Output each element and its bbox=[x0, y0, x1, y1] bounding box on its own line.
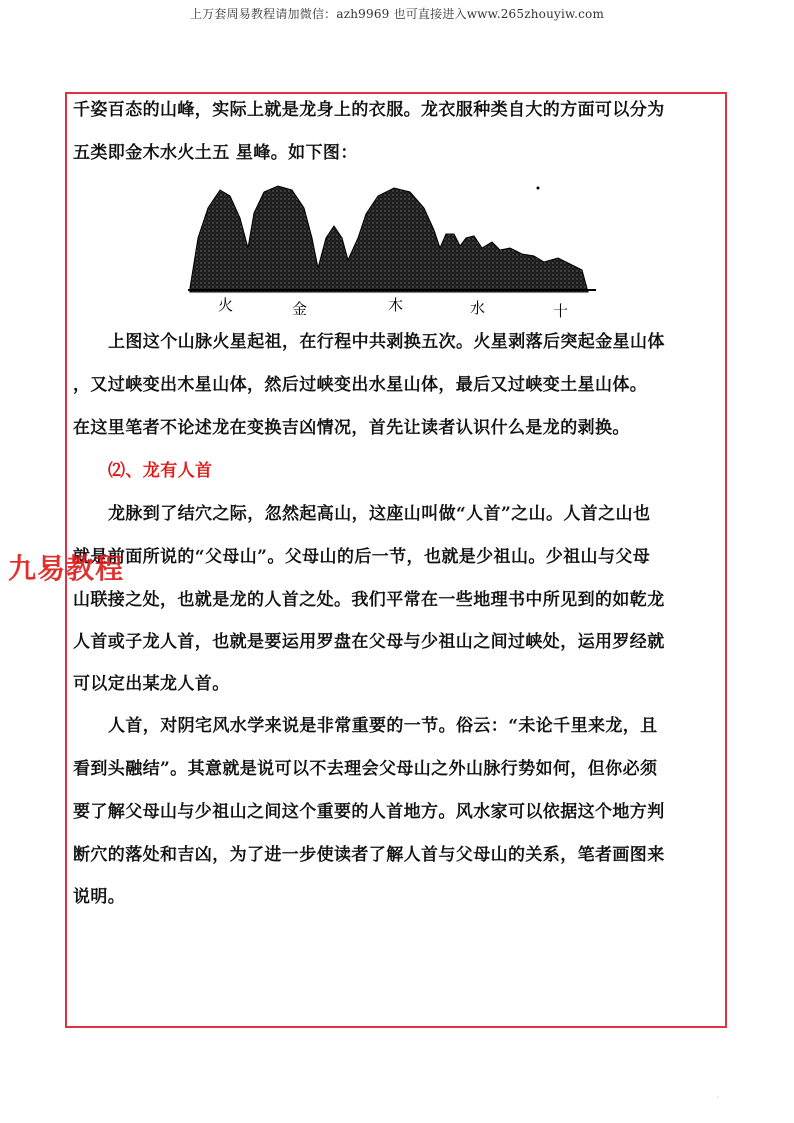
paragraph-line: ，又过峡变出木星山体，然后过峡变出水星山体，最后又过峡变土星山体。 bbox=[73, 375, 648, 395]
label-wood: 木 bbox=[388, 296, 404, 314]
paragraph-line: 上图这个山脉火星起祖，在行程中共剥换五次。火星剥落后突起金星山体 bbox=[108, 332, 665, 352]
site-watermark: 九易教程 bbox=[8, 552, 125, 585]
paragraph-line: 看到头融结”。其意就是说可以不去理会父母山之外山脉行势如何，但你必须 bbox=[73, 759, 658, 779]
paragraph-line: 在这里笔者不论述龙在变换吉凶情况，首先让读者认识什么是龙的剥换。 bbox=[73, 418, 630, 438]
corner-speck: · bbox=[717, 1093, 720, 1102]
label-earth: 十 bbox=[553, 302, 569, 318]
five-star-mountains-figure bbox=[188, 178, 598, 318]
speck bbox=[537, 187, 540, 190]
paragraph-line: 就是前面所说的“父母山”。父母山的后一节，也就是少祖山。少祖山与父母 bbox=[73, 547, 651, 567]
label-water: 水 bbox=[470, 299, 486, 317]
page-header-banner: 上万套周易教程请加微信：azh9969 也可直接进入www.265zhouyiw.com bbox=[189, 7, 605, 21]
paragraph-line: 千姿百态的山峰，实际上就是龙身上的衣服。龙衣服种类自大的方面可以分为 bbox=[73, 100, 665, 120]
mountain-range-silhouette bbox=[190, 186, 588, 292]
paragraph-line: 五类即金木水火土五 星峰。如下图： bbox=[73, 143, 358, 163]
paragraph-line: 山联接之处，也就是龙的人首之处。我们平常在一些地理书中所见到的如乾龙 bbox=[73, 590, 665, 610]
paragraph-line: 断穴的落处和吉凶，为了进一步使读者了解人首与父母山的关系，笔者画图来 bbox=[73, 845, 665, 865]
paragraph-line: 要了解父母山与少祖山之间这个重要的人首地方。风水家可以依据这个地方判 bbox=[73, 802, 665, 822]
paragraph-line: 人首或子龙人首，也就是要运用罗盘在父母与少祖山之间过峡处，运用罗经就 bbox=[73, 632, 665, 652]
paragraph-line: 说明。 bbox=[73, 887, 126, 907]
paragraph-line: 可以定出某龙人首。 bbox=[73, 674, 230, 694]
label-metal: 金 bbox=[292, 300, 308, 318]
label-fire: 火 bbox=[218, 296, 234, 314]
paragraph-line: 人首，对阴宅风水学来说是非常重要的一节。俗云：“未论千里来龙，且 bbox=[108, 716, 658, 736]
section-heading: ⑵、龙有人首 bbox=[108, 461, 213, 481]
paragraph-line: 龙脉到了结穴之际，忽然起高山，这座山叫做“人首”之山。人首之山也 bbox=[108, 504, 651, 524]
